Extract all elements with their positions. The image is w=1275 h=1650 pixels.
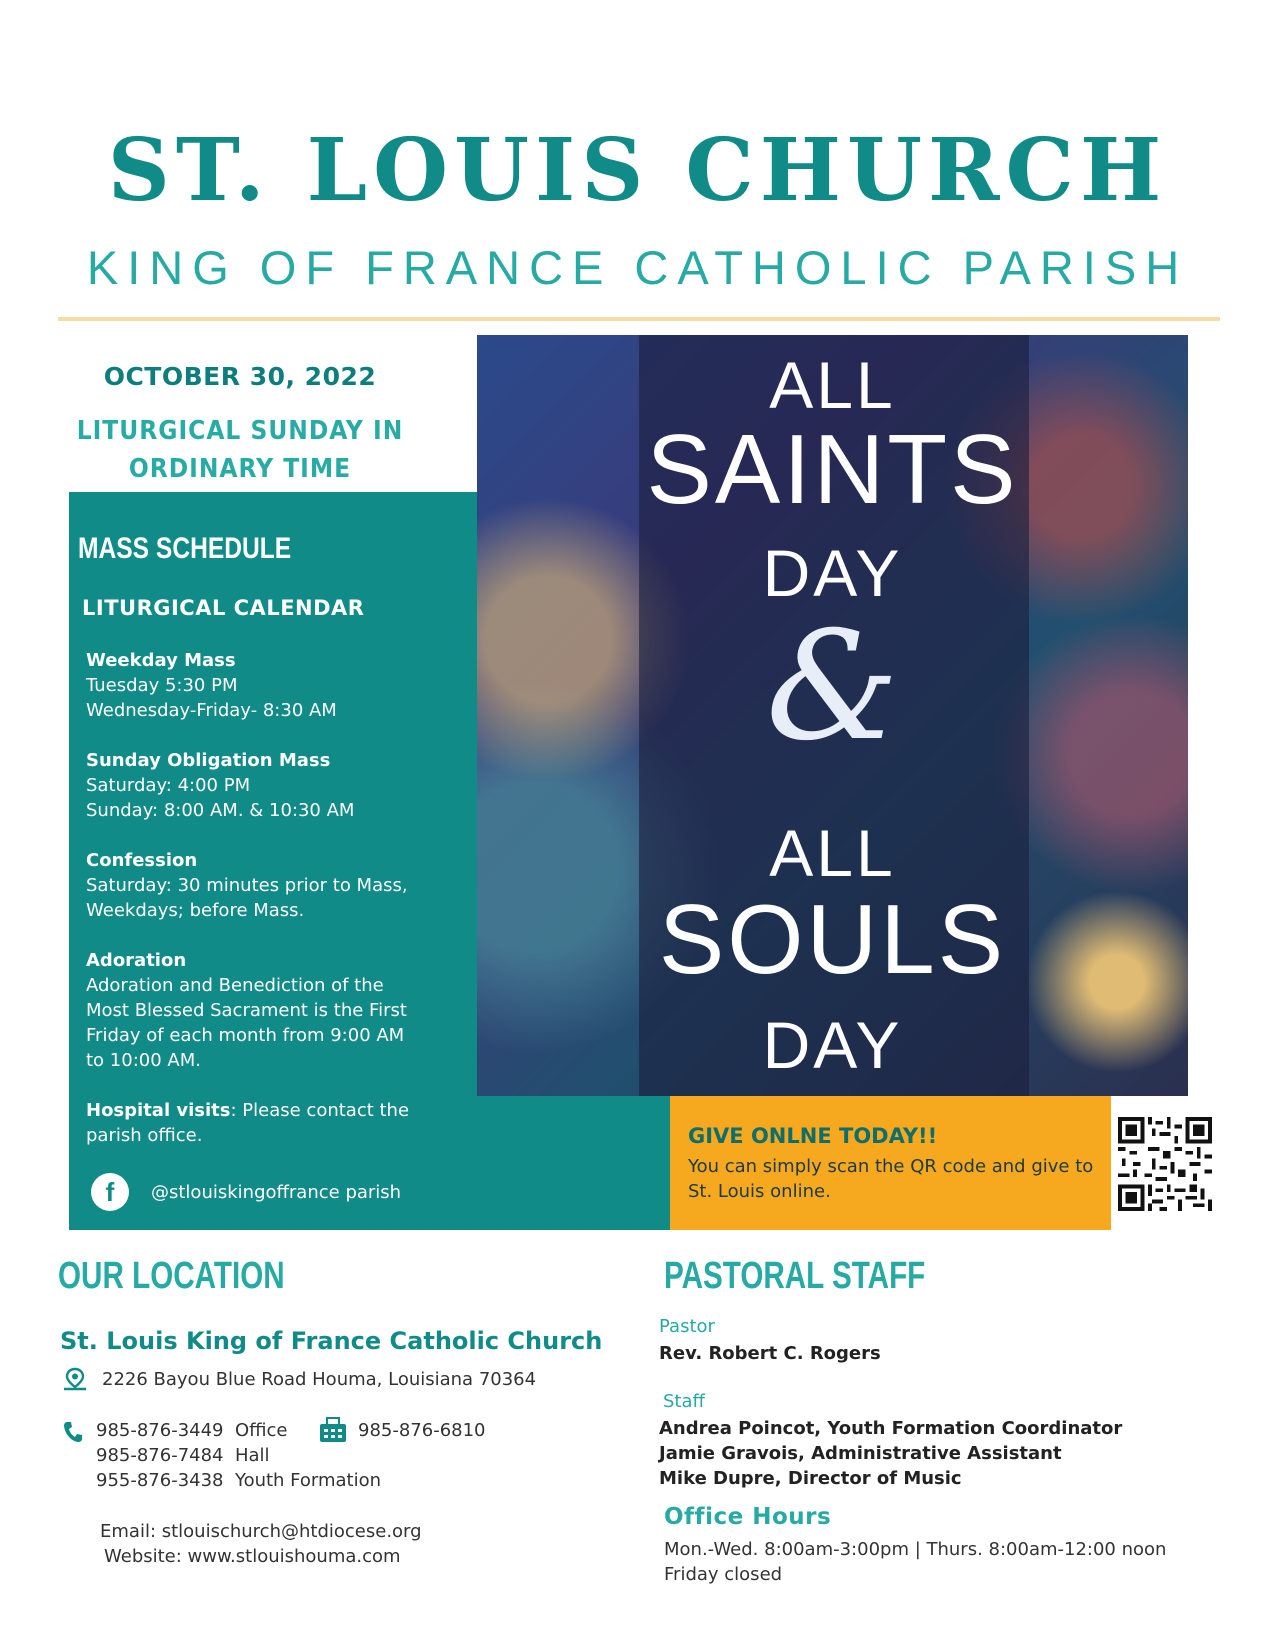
hospital-text: parish office. bbox=[86, 1125, 203, 1146]
weekday-mass-label: Weekday Mass bbox=[86, 650, 236, 671]
street-address: 2226 Bayou Blue Road Houma, Louisiana 70364 bbox=[102, 1368, 537, 1390]
confession-label: Confession bbox=[86, 850, 198, 871]
sunday-mass-label: Sunday Obligation Mass bbox=[86, 750, 331, 771]
banner-day-1: DAY bbox=[762, 536, 903, 610]
office-hours-text bbox=[664, 1537, 1166, 1587]
fax-number: 985-876-6810 bbox=[358, 1420, 486, 1441]
give-online-title: GIVE ONLNE TODAY!! bbox=[688, 1124, 938, 1148]
staff-member: Mike Dupre, Director of Music bbox=[659, 1468, 962, 1489]
liturgical-sunday bbox=[60, 412, 420, 488]
location-heading: OUR LOCATION bbox=[58, 1255, 285, 1297]
adoration-text: Most Blessed Sacrament is the First bbox=[86, 1000, 407, 1021]
fax-icon bbox=[318, 1416, 348, 1444]
email-link[interactable]: Email: stlouischurch@htdiocese.org bbox=[100, 1521, 422, 1542]
bulletin-date: OCTOBER 30, 2022 bbox=[103, 362, 377, 391]
liturgical-calendar-heading: LITURGICAL CALENDAR bbox=[82, 596, 365, 620]
hospital-label: Hospital visits bbox=[86, 1100, 231, 1121]
banner-saints: SAINTS bbox=[646, 414, 1019, 524]
weekday-mass-time: Wednesday-Friday- 8:30 AM bbox=[86, 700, 337, 721]
hospital-text: : Please contact the bbox=[230, 1100, 410, 1121]
adoration-label: Adoration bbox=[86, 950, 187, 971]
hall-phone: 985-876-7484 bbox=[96, 1445, 224, 1466]
staff-member: Andrea Poincot, Youth Formation Coordinator bbox=[659, 1418, 1123, 1439]
facebook-icon[interactable]: f bbox=[91, 1173, 129, 1211]
sunday-mass-time: Saturday: 4:00 PM bbox=[86, 775, 251, 796]
confession-time: Saturday: 30 minutes prior to Mass, bbox=[86, 875, 408, 896]
adoration-text: Friday of each month from 9:00 AM bbox=[86, 1025, 405, 1046]
office-phone-line bbox=[96, 1420, 288, 1441]
banner-all-1: ALL bbox=[769, 348, 896, 422]
banner-day-2: DAY bbox=[762, 1008, 903, 1082]
all-saints-souls-banner bbox=[477, 335, 1188, 1096]
pastor-name: Rev. Robert C. Rogers bbox=[659, 1343, 881, 1364]
website-link[interactable]: Website: www.stlouishouma.com bbox=[104, 1546, 401, 1567]
banner-ampersand: & bbox=[765, 600, 900, 774]
weekday-mass-time: Tuesday 5:30 PM bbox=[86, 675, 238, 696]
hall-phone-line bbox=[96, 1445, 270, 1466]
hall-phone-label: Hall bbox=[234, 1445, 270, 1466]
give-online-line: You can simply scan the QR code and give to bbox=[688, 1156, 1094, 1177]
hospital-block bbox=[86, 1098, 426, 1148]
liturgical-line-1: LITURGICAL SUNDAY IN bbox=[76, 416, 404, 446]
adoration-text: to 10:00 AM. bbox=[86, 1050, 201, 1071]
church-title: ST. LOUIS CHURCH bbox=[107, 120, 1168, 221]
confession-time: Weekdays; before Mass. bbox=[86, 900, 305, 921]
banner-all-2: ALL bbox=[769, 816, 896, 890]
office-hours-line: Mon.-Wed. 8:00am-3:00pm | Thurs. 8:00am-12:00 noon bbox=[664, 1539, 1167, 1560]
header-divider bbox=[58, 317, 1220, 321]
give-online-box bbox=[670, 1096, 1111, 1230]
give-online-text bbox=[688, 1154, 1098, 1204]
office-hours-line: Friday closed bbox=[664, 1564, 783, 1585]
contact-info bbox=[100, 1519, 422, 1569]
staff-label: Staff bbox=[663, 1391, 705, 1412]
sunday-mass-block bbox=[86, 748, 426, 823]
facebook-handle[interactable]: @stlouiskingoffrance parish bbox=[151, 1181, 402, 1203]
address-row bbox=[62, 1367, 536, 1391]
give-online-line: St. Louis online. bbox=[688, 1181, 831, 1202]
weekday-mass-block bbox=[86, 648, 426, 723]
office-hours-heading: Office Hours bbox=[664, 1504, 832, 1530]
qr-code-icon[interactable] bbox=[1118, 1117, 1212, 1211]
schedule-list bbox=[86, 648, 426, 1173]
adoration-text: Adoration and Benediction of the bbox=[86, 975, 384, 996]
mass-schedule-heading: MASS SCHEDULE bbox=[78, 532, 292, 565]
pastor-label: Pastor bbox=[659, 1316, 715, 1337]
facebook-link[interactable] bbox=[91, 1173, 401, 1211]
staff-member: Jamie Gravois, Administrative Assistant bbox=[659, 1443, 1062, 1464]
map-pin-icon bbox=[62, 1367, 88, 1391]
office-phone-label: Office bbox=[234, 1420, 288, 1441]
confession-block bbox=[86, 848, 426, 923]
staff-list bbox=[659, 1416, 1122, 1491]
pastoral-staff-heading: PASTORAL STAFF bbox=[664, 1255, 926, 1297]
banner-souls: SOULS bbox=[658, 884, 1007, 994]
youth-phone-line bbox=[96, 1470, 381, 1491]
parish-subtitle: KING OF FRANCE CATHOLIC PARISH bbox=[86, 241, 1189, 294]
youth-phone-label: Youth Formation bbox=[234, 1470, 382, 1491]
sunday-mass-time: Sunday: 8:00 AM. & 10:30 AM bbox=[86, 800, 355, 821]
liturgical-line-2: ORDINARY TIME bbox=[128, 454, 352, 484]
youth-phone: 955-876-3438 bbox=[96, 1470, 224, 1491]
adoration-block bbox=[86, 948, 426, 1073]
church-full-name: St. Louis King of France Catholic Church bbox=[60, 1327, 603, 1355]
phone-icon bbox=[62, 1420, 84, 1444]
office-phone: 985-876-3449 bbox=[96, 1420, 224, 1441]
